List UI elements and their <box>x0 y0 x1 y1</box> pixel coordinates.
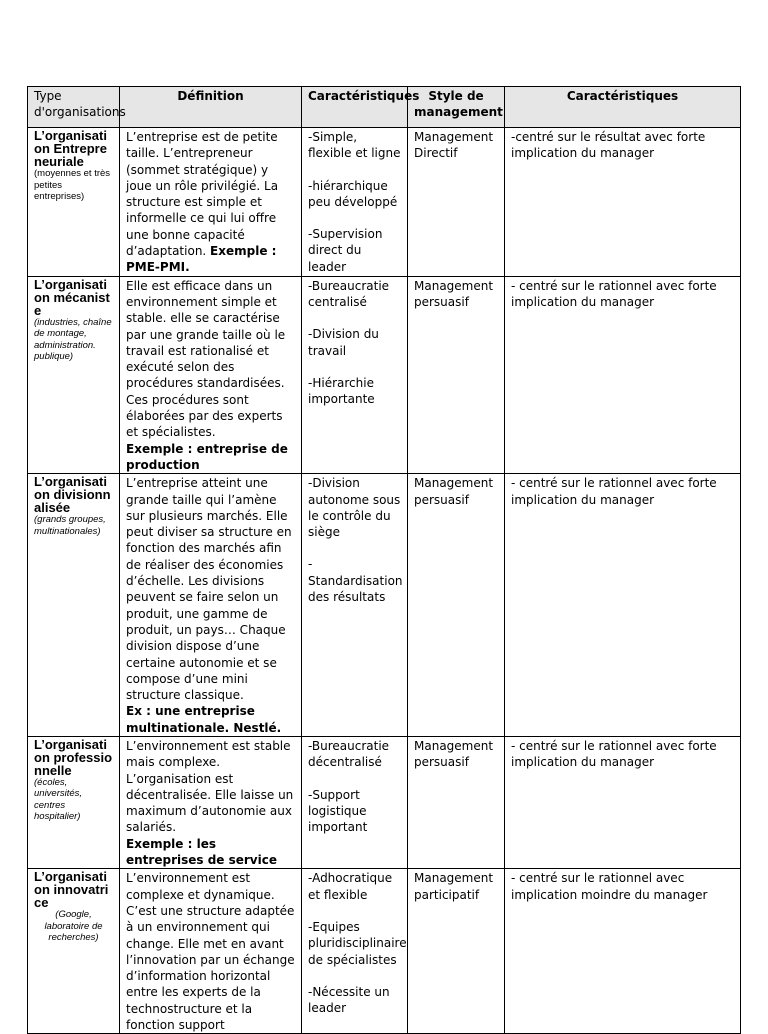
definition-cell <box>120 474 302 737</box>
characteristic-item: -Bureaucratie centralisé <box>308 278 390 309</box>
header-characteristics: Caractéristiques <box>302 87 408 128</box>
definition-text: L’entreprise atteint une grande taille qui l’amène sur plusieurs marchés. Elle peut diviser sa structure en fonction des marchés afin de réaliser des économies d’échelle. Les divisions peuvent se faire selon un produit, une gamme de produit, un pays… Chaque division dispose d’une certaine autonomie et se compose d’une mini structure classique. <box>126 476 292 703</box>
definition-text: Elle est efficace dans un environnement simple et stable. elle se caractérise par une grande taille où le travail est rationalisé et exécuté selon des procédures standardisées. Ces procédures sont élaborées par des experts et spécialistes. <box>126 278 286 440</box>
type-cell <box>28 869 120 1034</box>
style-characteristics-cell: - centré sur le rationnel avec forte implication du manager <box>505 474 741 737</box>
header-management-style: Style de management <box>408 87 505 128</box>
characteristic-item: -Division autonome sous le contrôle du siège <box>308 476 401 540</box>
table-row <box>28 276 741 474</box>
definition-example: Ex : une entreprise multinationale. Nestlé. <box>126 704 282 735</box>
characteristics-cell <box>302 276 408 474</box>
organisation-types-table <box>27 86 741 1034</box>
style-characteristics-cell: - centré sur le rationnel avec forte implication du manager <box>505 276 741 474</box>
characteristics-cell <box>302 474 408 737</box>
organisation-type-name: L’organisation innovatrice <box>34 869 109 911</box>
definition-text: L’entreprise est de petite taille. L’entrepreneur (sommet stratégique) y joue un rôle privilégié. La structure est simple et informelle ce qui lui offre une bonne capacité d’adaptation. <box>126 130 279 259</box>
definition-cell <box>120 128 302 277</box>
definition-example: Exemple : PME-PMI. <box>126 244 277 275</box>
characteristic-item: -Adhocratique et flexible <box>308 871 393 902</box>
characteristic-item: -Hiérarchie importante <box>308 375 375 407</box>
management-style-cell: Management participatif <box>408 869 505 1034</box>
definition-example: Exemple : les entreprises de service <box>126 836 277 868</box>
management-style-cell: Management persuasif <box>408 736 505 868</box>
characteristic-item: -Equipes pluridisciplinaire de spécialistes <box>308 919 407 967</box>
definition-cell <box>120 736 302 868</box>
organisation-type-name: L’organisation Entrepreneuriale <box>34 128 107 169</box>
organisation-type-examples: (industries, chaîne de montage, administration. publique) <box>34 316 112 363</box>
style-characteristics-cell: - centré sur le rationnel avec implication moindre du manager <box>505 869 741 1034</box>
style-characteristics-cell: - centré sur le rationnel avec forte implication du manager <box>505 736 741 868</box>
definition-example: Exemple : entreprise de production <box>126 441 288 472</box>
definition-text: L’environnement est complexe et dynamique. C’est une structure adaptée à un environnement qui change. Elle met en avant l’innovation par un échange d’information horizontal entre les experts de la technostructure et la fonction support <box>126 871 295 1033</box>
characteristic-item: -Supervision direct du leader <box>308 227 383 274</box>
characteristic-item: -Simple, flexible et ligne <box>308 130 401 161</box>
header-style-characteristics: Caractéristiques <box>505 87 741 128</box>
characteristic-item: -Bureaucratie décentralisé <box>308 738 390 770</box>
definition-text: L’environnement est stable mais complexe. L’organisation est décentralisée. Elle laisse un maximum d’autonomie aux salariés. <box>126 738 294 835</box>
table-row <box>28 869 741 1034</box>
organisation-type-name: L’organisation mécaniste <box>34 276 110 318</box>
characteristic-item: -Support logistique important <box>308 787 368 835</box>
characteristic-item: -Nécessite un leader <box>308 984 390 1016</box>
management-style-cell: Management Directif <box>408 128 505 277</box>
definition-cell <box>120 869 302 1034</box>
type-cell <box>28 474 120 737</box>
type-cell <box>28 128 120 277</box>
organisation-type-examples: (Google, laboratoire de recherches) <box>44 909 103 944</box>
organisation-type-name: L’organisation professionnelle <box>34 736 113 778</box>
table-header-row <box>28 87 741 128</box>
organisation-type-name: L’organisation divisionnalisée <box>34 474 111 516</box>
header-type: Type d'organisations <box>28 87 120 128</box>
characteristics-cell <box>302 736 408 868</box>
type-cell <box>28 736 120 868</box>
management-style-cell: Management persuasif <box>408 276 505 474</box>
organisation-type-examples: (écoles, universités, centres hospitalier) <box>34 776 83 823</box>
definition-cell <box>120 276 302 474</box>
table-row <box>28 474 741 737</box>
characteristics-cell <box>302 869 408 1034</box>
header-definition: Définition <box>120 87 302 128</box>
characteristic-item: -Division du travail <box>308 327 379 358</box>
characteristics-cell <box>302 128 408 277</box>
management-style-cell: Management persuasif <box>408 474 505 737</box>
table-row <box>28 736 741 868</box>
type-cell <box>28 276 120 474</box>
organisation-type-examples: (grands groupes, multinationales) <box>34 514 106 537</box>
table-row <box>28 128 741 277</box>
characteristic-item: -hiérarchique peu développé <box>308 178 398 209</box>
characteristic-item: -Standardisation des résultats <box>308 557 403 605</box>
organisation-type-examples: (moyennes et très petites entreprises) <box>34 168 111 202</box>
style-characteristics-cell: -centré sur le résultat avec forte implication du manager <box>505 128 741 277</box>
